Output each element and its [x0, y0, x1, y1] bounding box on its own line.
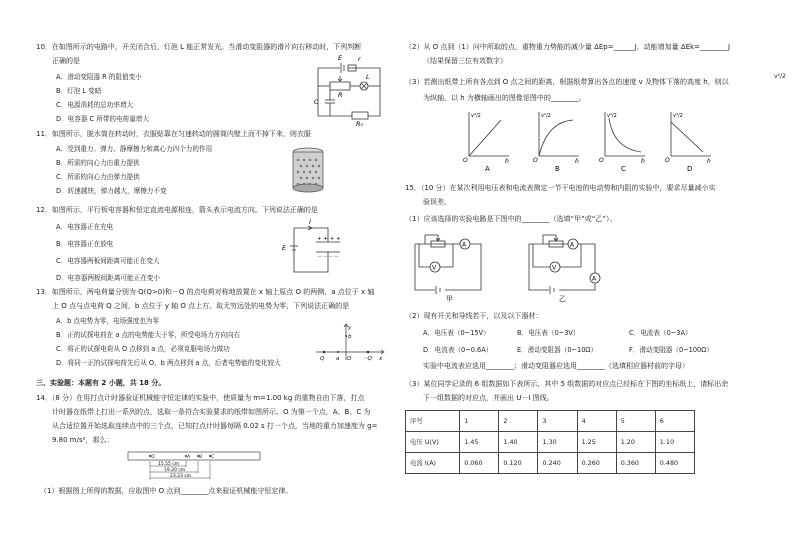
- table-cell: 2: [499, 411, 538, 432]
- q12-label-e: E: [282, 244, 287, 252]
- table-cell: 1.10: [655, 432, 694, 453]
- graph-c-label: C: [621, 165, 626, 173]
- q14-paper-tape-figure: [128, 452, 262, 482]
- q12-option-b: B．电容器正在放电: [56, 240, 114, 248]
- q11-stem: 11．如图所示，脱水筒在转动时，衣服贴靠在匀速转动的圆筒内壁上而不掉下来，则衣服: [36, 130, 311, 138]
- graph-d-label: D: [687, 165, 693, 173]
- q11-option-b: B．所需的向心力由重力提供: [56, 159, 140, 167]
- q12-option-c: C．电容器两板间距离可能正在变大: [56, 257, 160, 265]
- table-cell: 0.120: [499, 453, 538, 474]
- circuit-b-ammeter-side: A: [592, 275, 597, 283]
- q13-option-d: D．将同一正的试探电荷先后从 O、b 两点移到 a 点，后者电势能的变化较大: [56, 359, 281, 367]
- graph-a-label: A: [485, 165, 490, 173]
- graph-d-xlabel: h: [707, 158, 711, 165]
- table-cell: 4: [577, 411, 616, 432]
- q14-line1: 14．（8 分）在用打点计时器验证机械能守恒定律的实验中，使质量为 m=1.00 kg 的重物自由下落，打点: [36, 394, 365, 402]
- q11-option-a: A．受到重力、弹力、静摩擦力和离心力四个力的作用: [56, 145, 213, 153]
- q13-option-b: B．正的试探电荷在 a 点的电势能大于零，所受电场力方向向右: [56, 331, 241, 339]
- graph-a-ylabel: v²/2: [471, 113, 481, 119]
- table-row-current: [406, 453, 695, 474]
- table-row-voltage: [406, 432, 695, 453]
- equipment-f: F．滑动变阻器（0~100Ω）: [629, 346, 713, 354]
- q14-line3: 从合适位置开始选取连续点中的三个点，已知打点计时器每隔 0.02 s 打一个点，当地的重力加速度为 g=: [52, 422, 378, 430]
- table-cell: 0.060: [460, 453, 499, 474]
- table-cell: 1.20: [616, 432, 655, 453]
- q15-sub1: （1）应该选择的实验电路是下图中的________（选填“甲”或“乙”）。: [405, 215, 617, 223]
- q10-label-r: R: [338, 91, 343, 99]
- q10-circuit-diagram: [300, 50, 392, 126]
- tape-point-a: A: [187, 455, 191, 460]
- graph-c-xlabel: h: [641, 158, 645, 165]
- q12-stem: 12．如图所示，平行板电容器和恒定直流电源相连，箭头表示电流方向。下列说法正确的是: [36, 206, 318, 214]
- q13-stem-line2: 上 O 点与点电荷 Q 之间，b 点位于 y 轴 O 点上方。取无穷远处的电势为零，下列说法正确的是: [52, 302, 350, 310]
- q14-graph-options: [457, 108, 723, 172]
- q13-label-a: a: [336, 356, 340, 362]
- equipment-b: B．电压表（0~3V）: [517, 329, 580, 337]
- graph-d-origin: O: [665, 157, 670, 164]
- circuit-name-jia: 甲: [446, 295, 453, 303]
- equipment-a: A．电压表（0~15V）: [423, 329, 490, 337]
- circuit-a-ammeter: A: [462, 241, 467, 249]
- q13-label-y: y: [348, 325, 352, 331]
- left-column: [0, 0, 395, 549]
- q10-label-r0: R₀: [356, 120, 364, 128]
- table-cell: 电压 U(V): [406, 432, 460, 453]
- q10-label-l: L: [366, 73, 370, 81]
- tape-point-c: C: [211, 455, 215, 460]
- right-column: [395, 0, 794, 549]
- q12-option-d: D．电容器两板间距离可能正在变小: [56, 274, 160, 282]
- q13-option-c: C．将正的试探电荷从 O 点移到 a 点，必须克服电场力做功: [56, 345, 230, 353]
- q14-line4: 9.80 m/s²，那么：: [52, 436, 114, 444]
- q13-option-a: A．b 点电势为零，电场强度也为零: [56, 317, 160, 325]
- q15-sub2-selection: 实验中电流表应选用________；滑动变阻器应选用________（选填相应器材前的字母）: [423, 362, 689, 370]
- q12-option-a: A．电容器正在充电: [56, 223, 114, 231]
- table-cell: 1.25: [577, 432, 616, 453]
- q15-sub2: （2）现有开关和导线若干，以及以下器材：: [405, 312, 543, 320]
- equipment-c: C．电流表（0~3A）: [629, 329, 692, 337]
- q10-option-d: D．电容器 C 所带的电荷量增大: [56, 115, 149, 123]
- tape-length-oc: 23.23 cm: [170, 474, 192, 479]
- table-cell: 0.240: [538, 453, 577, 474]
- q13-label-b: b: [348, 334, 352, 340]
- table-cell: 序号: [406, 411, 460, 432]
- circuit-name-yi: 乙: [559, 295, 566, 303]
- q10-label-e: E: [338, 54, 343, 62]
- q12-capacitor-diagram: [282, 218, 352, 278]
- graph-a-origin: O: [463, 157, 468, 164]
- circuit-a-voltmeter: V: [432, 264, 437, 272]
- q10-stem-line1: 10．在如图所示的电路中，开关闭合后，灯泡 L 能正常发光。当滑动变阻器的滑片向右移动时，下列判断: [36, 43, 362, 51]
- q13-label-o: O: [347, 356, 352, 362]
- q13-stem-line1: 13．如图所示，两电荷量分别为 Q(Q>0)和－Q 的点电荷对称地放置在 x 轴上原点 O 的两侧，a 点位于 x 轴: [36, 288, 375, 296]
- q15-sub3-line2: 下一组数据的对应点，并画出 U－I 图线。: [423, 394, 554, 402]
- table-cell: 0.480: [655, 453, 694, 474]
- table-cell: 0.260: [577, 453, 616, 474]
- tape-length-ob: 19.20 cm: [164, 468, 186, 473]
- q10-stem-line2: 正确的是: [52, 57, 80, 65]
- q14-sub3-line2: 为纵轴，以 h 为横轴画出的图像是图中的________。: [423, 94, 586, 102]
- q11-option-d: D．转速越快，弹力越大，摩擦力不变: [56, 187, 167, 195]
- q11-spin-drum-figure: [288, 146, 328, 196]
- table-cell: 1: [460, 411, 499, 432]
- q10-label-c: C: [314, 98, 319, 106]
- graph-c-ylabel: v²/2: [607, 113, 617, 119]
- q13-label-q: Q: [320, 356, 325, 362]
- q13-charge-axis-diagram: [316, 322, 386, 362]
- q14-line2: 计时器在纸带上打出一系列的点，选取一条符合实验要求的纸带如图所示。O 为第一个点，A、B、C 为: [52, 408, 371, 416]
- q11-option-c: C．所需的向心力由弹力提供: [56, 173, 140, 181]
- table-header-row: [406, 411, 695, 432]
- equipment-e: E．滑动变阻器（0~10Ω）: [517, 346, 598, 354]
- q10-label-r-internal: r: [358, 55, 361, 63]
- table-cell: 6: [655, 411, 694, 432]
- q15-data-table: [405, 410, 695, 474]
- q15-circuit-diagrams: [405, 232, 625, 302]
- q12-minus-charges: －－－－: [317, 255, 340, 261]
- graph-b-xlabel: h: [575, 158, 579, 165]
- table-cell: 3: [538, 411, 577, 432]
- section-3-heading: 三、实验题：本题有 2 小题，共 18 分。: [36, 379, 166, 387]
- q10-option-a: A．滑动变阻器 R 的阻值变小: [56, 73, 142, 81]
- q15-stem-line2: 验误差。: [423, 198, 451, 206]
- q13-label-x: x: [379, 356, 383, 362]
- circuit-b-ammeter-top: A: [570, 241, 575, 249]
- q15-stem-line1: 15．（10 分）在某次利用电压表和电流表测定一节干电池的电动势和内阻的实验中，要求尽量减小实: [405, 184, 716, 192]
- graph-b-ylabel: v²/2: [541, 113, 551, 119]
- graph-d-ylabel: v²/2: [673, 113, 683, 119]
- table-cell: 1.30: [538, 432, 577, 453]
- graph-b-label: B: [555, 165, 560, 173]
- q14-sub1: （1）根据图上所得的数据，应取图中 O 点到________点来验证机械能守恒定律。: [40, 487, 293, 495]
- q14-sub2-line2: （结果保留三位有效数字）: [423, 57, 507, 65]
- equipment-d: D．电流表（0~0.6A）: [423, 346, 493, 354]
- table-cell: 1.40: [499, 432, 538, 453]
- q14-sub3-line1: （3）若测出纸带上所有各点到 O 点之间的距离，根据纸带算出各点的速度 v 及物体下落的高度 h，则以: [405, 78, 729, 86]
- table-cell: 1.45: [460, 432, 499, 453]
- table-cell: 电流 I(A): [406, 453, 460, 474]
- q10-option-c: C．电源消耗的总功率增大: [56, 101, 134, 109]
- tape-length-oa: 15.55 cm: [158, 462, 180, 467]
- table-cell: 0.360: [616, 453, 655, 474]
- circuit-b-voltmeter: V: [552, 264, 557, 272]
- table-cell: 5: [616, 411, 655, 432]
- q12-plus-charges: + + + +: [317, 236, 341, 242]
- tape-point-b: B: [199, 455, 203, 460]
- graph-c-origin: O: [599, 157, 604, 164]
- q13-label-negq: －Q: [362, 356, 372, 362]
- tape-point-o: O: [151, 455, 155, 460]
- q12-label-i: I: [309, 218, 311, 226]
- q14-sub2-line1: （2）从 O 点到（1）问中所取的点，重物重力势能的减少量 ΔEp=______J，动能增加量 ΔEk=________J: [405, 43, 731, 51]
- graph-b-origin: O: [533, 157, 538, 164]
- q14-sub3-fraction: v²/2: [774, 73, 786, 80]
- graph-a-xlabel: h: [505, 158, 509, 165]
- q10-option-b: B．灯泡 L 变暗: [56, 87, 102, 95]
- q15-sub3-line1: （3）某位同学记录的 6 组数据如下表所示，其中 5 组数据的对应点已经标在下图的坐标纸上，请标出余: [405, 380, 729, 388]
